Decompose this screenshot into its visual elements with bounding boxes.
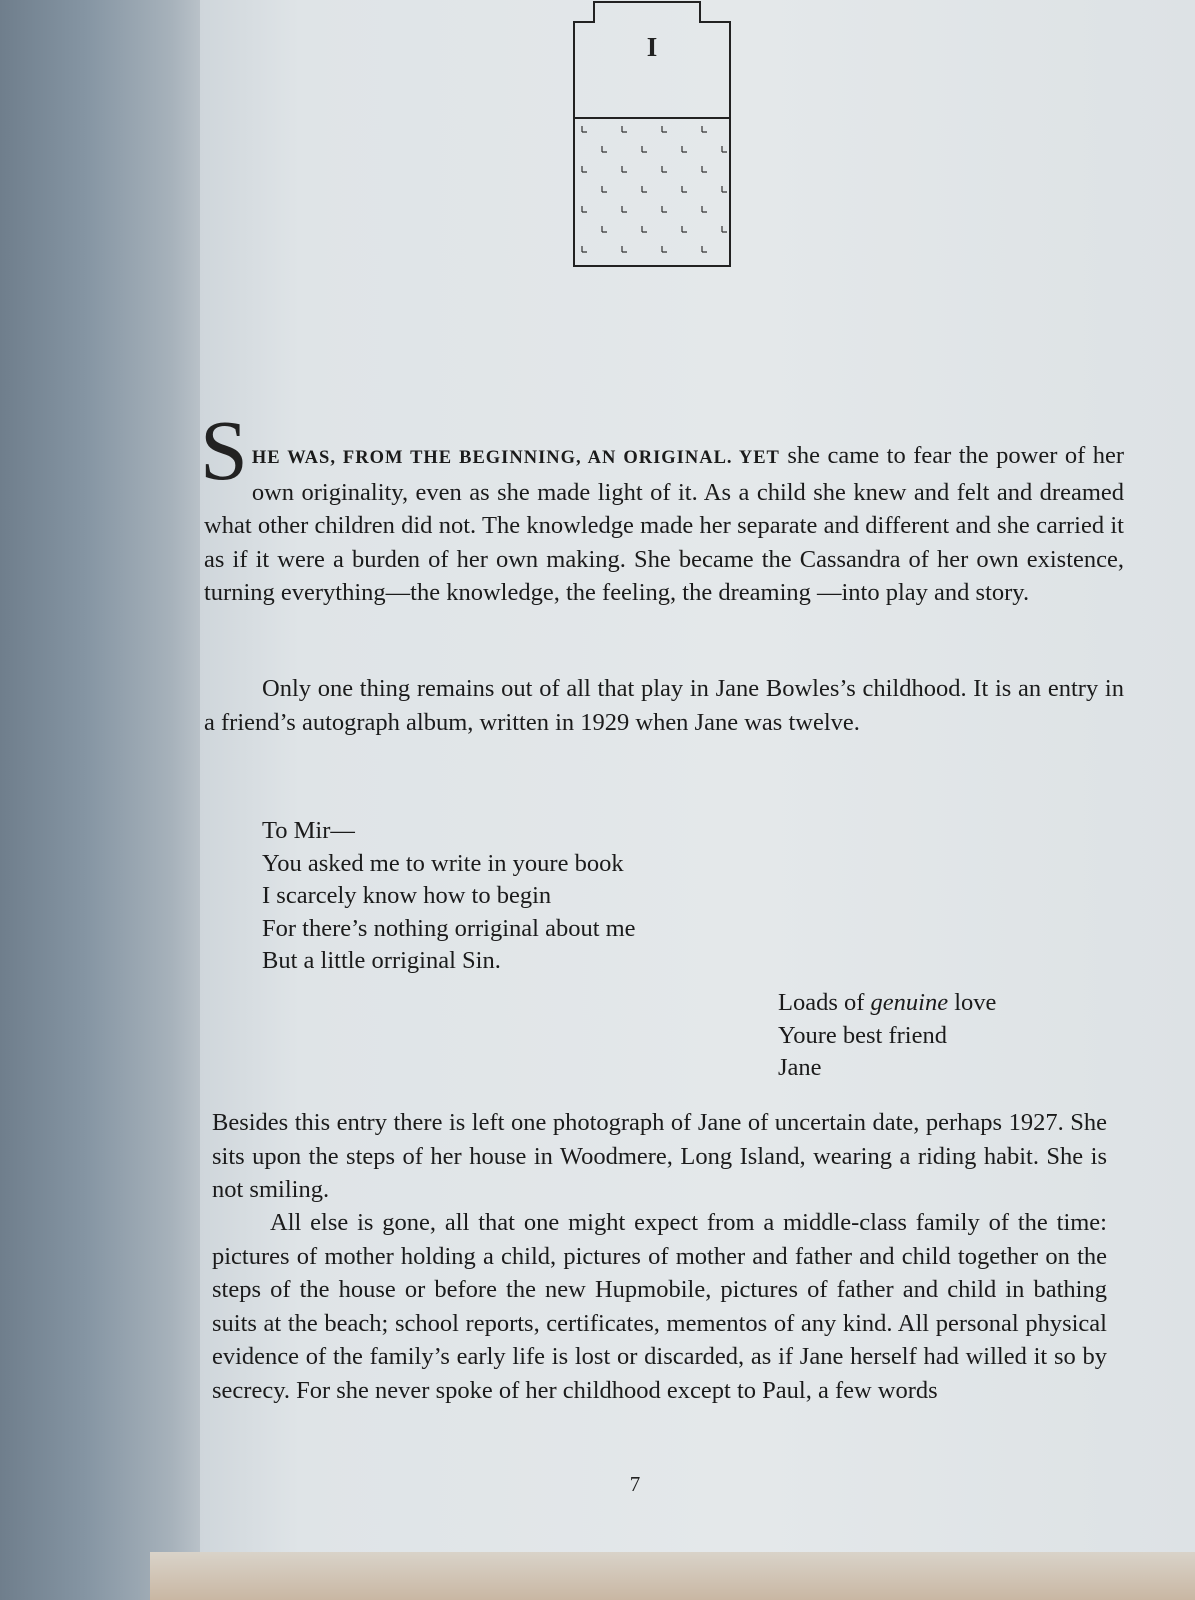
ornament-tick	[662, 246, 667, 252]
signoff-line: Jane	[778, 1054, 822, 1081]
paragraph-photograph: Besides this entry there is left one photograph of Jane of uncertain date, perhaps 1927. She sits upon the steps of her house in Woodmere, Long Island, wearing a riding habit. She is not smiling.	[212, 1109, 1107, 1203]
ornament-tick	[682, 146, 687, 152]
ornament-tick	[602, 186, 607, 192]
chapter-number: I	[646, 32, 658, 62]
ornament-tick	[682, 226, 687, 232]
book-page	[200, 0, 1195, 1552]
ornament-tick	[662, 206, 667, 212]
ornament-tick	[642, 226, 647, 232]
poem-line: I scarcely know how to begin	[262, 882, 552, 909]
drop-cap: S	[200, 402, 248, 498]
ornament-tick	[722, 226, 727, 232]
paragraph-all-else-gone: All else is gone, all that one might expect from a middle-class family of the time: pictures of mother holding a child, pictures of mother and father and child together on the steps of the house or before the new Hupmobile, pictures of father and child in bathing suits at the beach; school reports, certificates, mementos of any kind. All personal physical evidence of the family’s early life is lost or discarded, as if Jane herself had willed it so by secrecy. For she never spoke of her childhood except to Paul, a few words	[212, 1209, 1107, 1404]
ornament-tick	[602, 146, 607, 152]
autograph-poem	[262, 815, 636, 978]
signoff-line: Youre best friend	[778, 1021, 947, 1049]
poem-line: To Mir—	[262, 817, 355, 844]
ornament-tick	[582, 126, 587, 132]
page-number: 7	[629, 1472, 641, 1496]
ornament-tick	[702, 246, 707, 252]
poem-line: But a little orriginal Sin.	[262, 947, 501, 974]
ornament-tick	[682, 186, 687, 192]
ornament-tick	[722, 146, 727, 152]
ornament-tick	[642, 186, 647, 192]
ornament-tick	[662, 126, 667, 132]
poem-line: You asked me to write in youre book	[262, 849, 624, 877]
opening-paragraph	[200, 402, 1125, 610]
opening-body: she came to fear the power of her own originality, even as she made light of it. As a child she knew and felt and dreamed what other children did not. The knowledge made her separate and different and she carried it as if it were a burden of her own making. She became the Cassandra of her own existence, turning everything—the knowledge, the feeling, the dreaming —into play and story.	[204, 442, 1125, 606]
ornament-tick	[622, 206, 627, 212]
ornament-tick	[622, 126, 627, 132]
signoff-line: Loads of genuine love	[778, 989, 997, 1016]
ornament-tick	[602, 226, 607, 232]
paragraph-autograph: Only one thing remains out of all that play in Jane Bowles’s childhood. It is an entry in a friend’s autograph album, written in 1929 when Jane was twelve.	[204, 675, 1124, 736]
ornament-tick	[722, 186, 727, 192]
ornament-tick	[662, 166, 667, 172]
ornament-tick	[702, 166, 707, 172]
ornament-tick	[582, 246, 587, 252]
poem-signoff	[778, 987, 996, 1085]
opening-smallcaps: HE WAS, FROM THE BEGINNING, AN ORIGINAL. YET	[251, 448, 780, 468]
ornament-tick	[702, 206, 707, 212]
book-gutter-shadow	[0, 0, 215, 1600]
ornament-tick	[702, 126, 707, 132]
ornament-tick	[622, 166, 627, 172]
ornament-tick	[582, 206, 587, 212]
ornament-tick	[582, 166, 587, 172]
ornament-tick	[622, 246, 627, 252]
ornament-tick	[642, 146, 647, 152]
poem-line: For there’s nothing orriginal about me	[262, 914, 636, 942]
page-bottom-edge	[150, 1552, 1195, 1600]
